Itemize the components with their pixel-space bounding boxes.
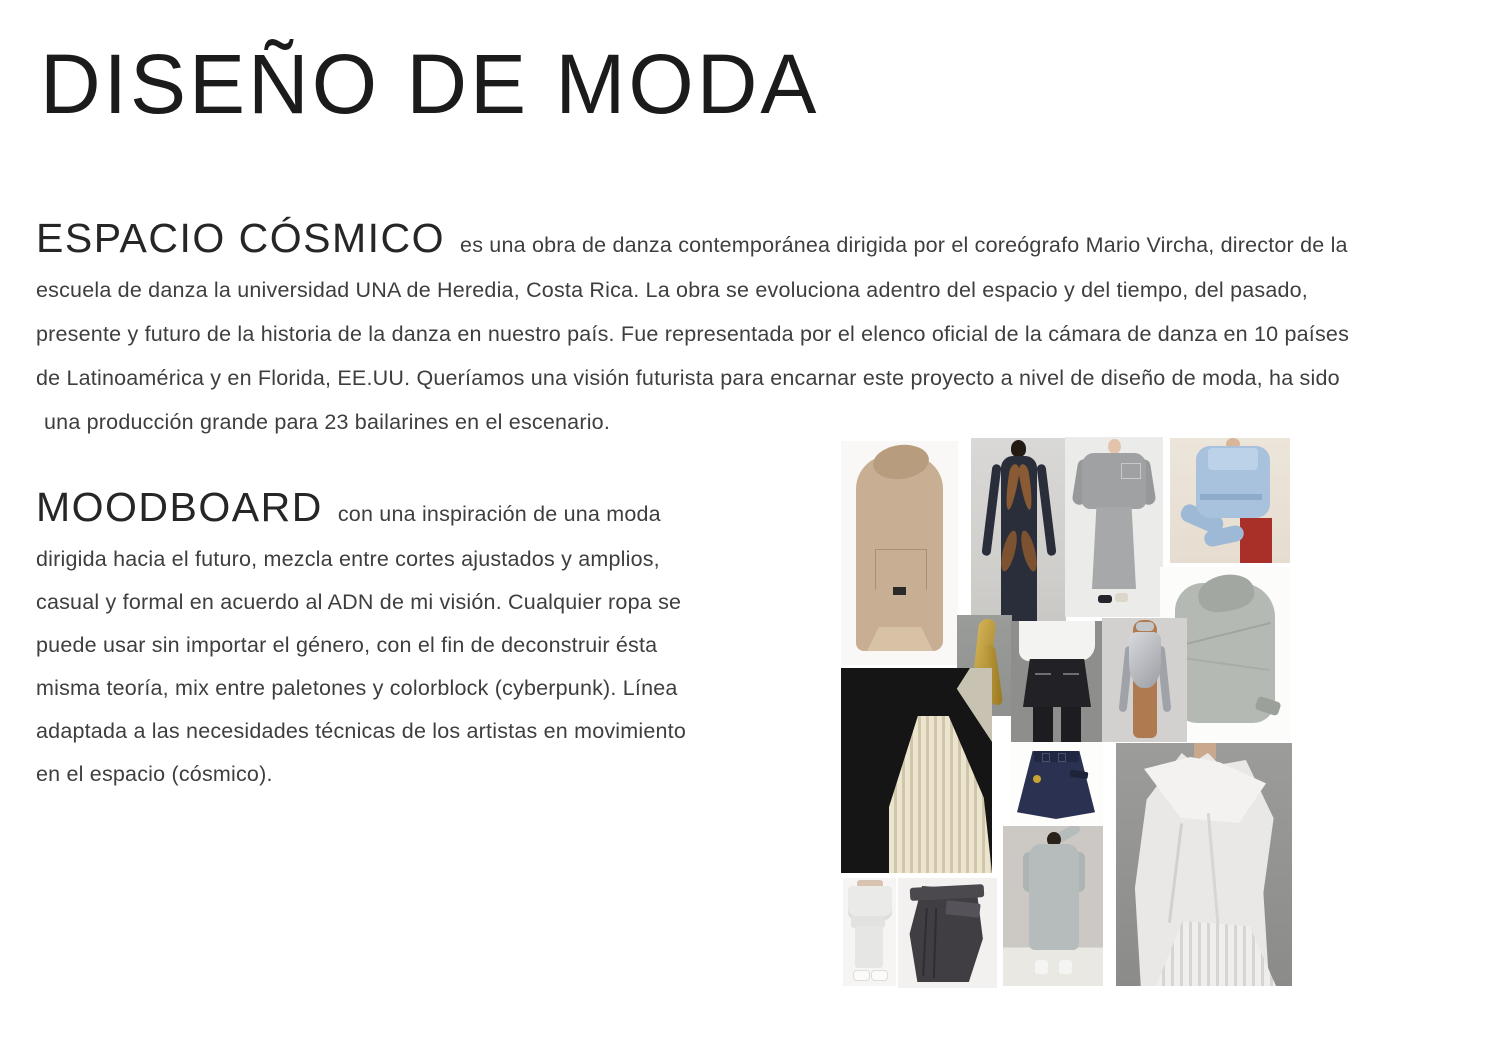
gold-button	[1033, 775, 1041, 783]
navy-skirt-belt	[1034, 751, 1079, 762]
black-skirt-shape	[1023, 659, 1091, 707]
moodboard-image-beige-hoodie-dress	[841, 441, 958, 665]
espacio-line: presente y futuro de la historia de la danza en nuestro país. Fue representada por el elenco oficial de la cámara de danza en 10 países	[36, 322, 1350, 346]
moodboard-line: adaptada a las necesidades técnicas de los artistas en movimiento	[36, 719, 687, 743]
page-title: DISEÑO DE MODA	[40, 37, 820, 131]
bluesuit-belt	[1200, 494, 1262, 500]
skirt-pocket-slit	[1035, 673, 1051, 675]
moodboard-image-silver-metallic-bodysuit	[1102, 618, 1187, 742]
cream-pleated-skirt	[889, 716, 992, 873]
moodboard-line: misma teoría, mix entre paletones y colorblock (cyberpunk). Línea	[36, 676, 678, 700]
skirt-pocket-slit	[1063, 673, 1079, 675]
moodboard-image-white-structured-shirt	[1116, 743, 1292, 986]
moodboard-heading-row	[36, 485, 661, 530]
moodboard-image-white-layered-look	[843, 878, 896, 986]
moodboard-image-white-blouse-black-skirt	[1011, 621, 1102, 742]
bodysuit-model-head	[1011, 440, 1026, 457]
black-pant-leg	[1033, 707, 1053, 742]
moodboard-image-blue-utility-suit	[1170, 438, 1290, 563]
greydress-sneaker	[1035, 960, 1048, 974]
moodboard-line: puede usar sin importar el género, con el fin de deconstruir ésta	[36, 633, 658, 657]
beige-pocket-shape	[875, 549, 927, 590]
white-blouse-shape	[1019, 621, 1095, 661]
moodboard-heading: MOODBOARD	[36, 484, 323, 530]
espacio-line: de Latinoamérica y en Florida, EE.UU. Queríamos una visión futurista para encarnar este proyecto a nivel de diseño de moda, ha sido	[36, 366, 1340, 390]
whitelayer-sneaker	[871, 970, 888, 981]
espacio-paragraph	[36, 268, 1349, 444]
bodysuit-arm	[981, 464, 1001, 556]
bluesuit-collar	[1208, 448, 1258, 470]
belt-buckle	[1042, 753, 1050, 762]
whitelayer-pants	[855, 926, 883, 968]
black-pant-leg	[1061, 707, 1081, 742]
belt-buckle	[1058, 753, 1066, 762]
espacio-intro: es una obra de danza contemporánea dirigida por el coreógrafo Mario Vircha, director de la	[460, 233, 1348, 257]
moodboard-line: en el espacio (cósmico).	[36, 762, 273, 786]
espacio-line: una producción grande para 23 bailarines en el escenario.	[44, 410, 611, 434]
greydress-body	[1029, 844, 1079, 950]
greyset-sweater	[1082, 453, 1146, 509]
moodboard-image-charcoal-wrap-skirt	[898, 878, 997, 988]
moodboard-image-grey-hoodie-dress	[1003, 826, 1103, 986]
beige-label-patch	[893, 587, 906, 595]
greyset-skirt	[1092, 507, 1136, 589]
moodboard-image-navy-belted-skirt	[1010, 743, 1103, 825]
silver-collar	[1136, 622, 1154, 631]
beige-sleeve-corner	[952, 668, 992, 742]
moodboard-paragraph	[36, 538, 686, 796]
moodboard-image-black-drape-pleated-skirt	[841, 668, 992, 873]
espacio-heading: ESPACIO CÓSMICO	[36, 215, 446, 261]
greyset-shoe	[1115, 593, 1128, 602]
whitelayer-sneaker	[853, 970, 870, 981]
greyset-model-head	[1108, 439, 1121, 454]
moodboard-line: dirigida hacia el futuro, mezcla entre cortes ajustados y amplios,	[36, 547, 660, 571]
whitelayer-skirt	[848, 886, 892, 920]
greyset-shoe	[1098, 595, 1112, 603]
greydress-sneaker	[1059, 960, 1072, 974]
moodboard-line: casual y formal en acuerdo al ADN de mi visión. Cualquier ropa se	[36, 590, 682, 614]
silver-torso	[1129, 632, 1161, 688]
moodboard-image-sheer-panel-bodysuit	[971, 438, 1066, 636]
moodboard-intro: con una inspiración de una moda	[337, 502, 661, 526]
greyset-pocket	[1121, 463, 1141, 479]
red-stool-shape	[1240, 518, 1272, 563]
espacio-heading-row	[36, 216, 1348, 261]
moodboard-collage	[840, 437, 1292, 989]
moodboard-image-grey-knit-set	[1065, 437, 1163, 617]
bodysuit-arm	[1036, 464, 1056, 556]
espacio-line: escuela de danza la universidad UNA de Heredia, Costa Rica. La obra se evoluciona adentro del espacio y del tiempo, del pasado,	[36, 278, 1308, 302]
